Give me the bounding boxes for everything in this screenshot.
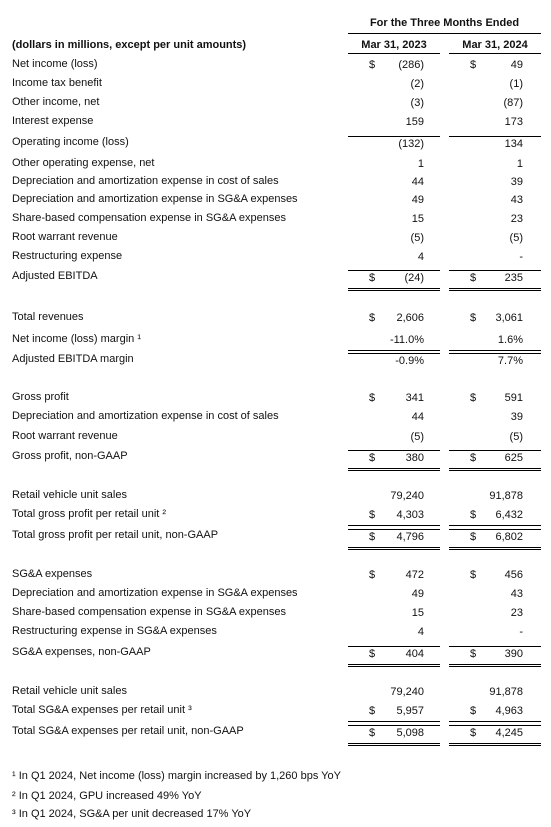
cell-value: 390 xyxy=(504,648,523,660)
currency-symbol: $ xyxy=(369,705,376,717)
cell-2024 xyxy=(449,250,541,267)
currency-symbol: $ xyxy=(369,392,376,404)
table-row xyxy=(0,489,551,507)
table-row xyxy=(0,77,551,95)
table-row xyxy=(0,606,551,624)
cell-2024 xyxy=(449,136,541,154)
cell-2023 xyxy=(348,231,440,248)
cell-2024 xyxy=(449,391,541,408)
cell-2023 xyxy=(348,250,440,267)
cell-2023 xyxy=(348,587,440,604)
row-label: Depreciation and amortization expense in cost of sales xyxy=(12,410,279,422)
row-label: Restructuring expense xyxy=(12,250,123,262)
cell-value: - xyxy=(519,251,523,263)
row-label: Adjusted EBITDA xyxy=(12,270,98,282)
column-header-2024: Mar 31, 2024 xyxy=(449,39,541,54)
cell-2023 xyxy=(348,568,440,585)
table-row xyxy=(0,96,551,114)
cell-value: (24) xyxy=(404,272,424,284)
cell-2024 xyxy=(449,606,541,623)
row-label: Income tax benefit xyxy=(12,77,102,89)
cell-value: (132) xyxy=(398,138,424,150)
table-row xyxy=(0,568,551,586)
row-label: Retail vehicle unit sales xyxy=(12,685,127,697)
table-row xyxy=(0,58,551,76)
cell-value: (3) xyxy=(410,97,424,109)
cell-value: 49 xyxy=(411,588,424,600)
cell-value: 6,802 xyxy=(495,531,523,543)
cell-2024 xyxy=(449,529,541,550)
cell-2023 xyxy=(348,410,440,427)
table-row xyxy=(0,725,551,743)
table-row xyxy=(0,311,551,329)
currency-symbol: $ xyxy=(470,452,477,464)
cell-value: 3,061 xyxy=(495,312,523,324)
cell-2024 xyxy=(449,58,541,75)
cell-2023 xyxy=(348,625,440,642)
table-row xyxy=(0,250,551,268)
currency-symbol: $ xyxy=(470,705,477,717)
cell-value: 4,963 xyxy=(495,705,523,717)
cell-2024 xyxy=(449,270,541,291)
table-row xyxy=(0,333,551,351)
cell-value: 49 xyxy=(510,59,523,71)
cell-2024 xyxy=(449,450,541,471)
row-label: Gross profit xyxy=(12,391,69,403)
cell-2023 xyxy=(348,430,440,447)
currency-symbol: $ xyxy=(470,59,477,71)
cell-value: 43 xyxy=(510,588,523,600)
row-label: Interest expense xyxy=(12,115,94,127)
table-row xyxy=(0,587,551,605)
row-label: Total SG&A expenses per retail unit, non-GAAP xyxy=(12,725,244,737)
cell-value: -11.0% xyxy=(389,334,424,346)
cell-2024 xyxy=(449,430,541,447)
row-label: Total gross profit per retail unit, non-GAAP xyxy=(12,529,219,541)
cell-value: 15 xyxy=(411,607,424,619)
row-label: Share-based compensation expense in SG&A expenses xyxy=(12,606,286,618)
cell-2023 xyxy=(348,212,440,229)
cell-value: (2) xyxy=(410,78,424,90)
currency-symbol: $ xyxy=(369,531,376,543)
cell-value: 625 xyxy=(504,452,523,464)
cell-2024 xyxy=(449,231,541,248)
cell-2023 xyxy=(348,489,440,506)
cell-2024 xyxy=(449,77,541,94)
cell-value: 39 xyxy=(510,176,523,188)
cell-value: (87) xyxy=(503,97,523,109)
cell-2023 xyxy=(348,606,440,623)
table-row xyxy=(0,529,551,547)
cell-2024 xyxy=(449,508,541,526)
footnote: ³ In Q1 2024, SG&A per unit decreased 17% YoY xyxy=(12,808,252,820)
cell-value: 6,432 xyxy=(495,509,523,521)
table-row xyxy=(0,508,551,526)
cell-value: 44 xyxy=(411,411,424,423)
table-row xyxy=(0,157,551,175)
table-row xyxy=(0,646,551,664)
table-row xyxy=(0,175,551,193)
cell-2023 xyxy=(348,646,440,667)
cell-2023 xyxy=(348,115,440,132)
currency-symbol: $ xyxy=(470,569,477,581)
cell-2024 xyxy=(449,725,541,746)
cell-value: 2,606 xyxy=(396,312,424,324)
table-row xyxy=(0,704,551,722)
row-label: Total gross profit per retail unit ² xyxy=(12,508,167,520)
cell-2023 xyxy=(348,450,440,471)
cell-2023 xyxy=(348,77,440,94)
row-label: Adjusted EBITDA margin xyxy=(12,353,134,365)
cell-value: 235 xyxy=(504,272,523,284)
cell-value: 1.6% xyxy=(497,334,523,346)
table-row xyxy=(0,430,551,448)
cell-value: 456 xyxy=(504,569,523,581)
cell-value: (1) xyxy=(509,78,523,90)
cell-2023 xyxy=(348,685,440,702)
cell-2024 xyxy=(449,96,541,113)
cell-value: 472 xyxy=(405,569,424,581)
table-row xyxy=(0,685,551,703)
cell-2024 xyxy=(449,115,541,132)
cell-value: 4,245 xyxy=(495,727,523,739)
cell-value: 79,240 xyxy=(390,686,424,698)
table-row xyxy=(0,193,551,211)
cell-value: 380 xyxy=(405,452,424,464)
cell-value: (5) xyxy=(509,232,523,244)
table-row xyxy=(0,625,551,643)
cell-2023 xyxy=(348,136,440,154)
table-row xyxy=(0,353,551,371)
currency-symbol: $ xyxy=(369,727,376,739)
currency-symbol: $ xyxy=(369,312,376,324)
cell-2024 xyxy=(449,685,541,702)
currency-symbol: $ xyxy=(470,312,477,324)
currency-symbol: $ xyxy=(369,272,376,284)
row-label: SG&A expenses, non-GAAP xyxy=(12,646,151,658)
currency-symbol: $ xyxy=(470,392,477,404)
cell-2024 xyxy=(449,410,541,427)
units-label: (dollars in millions, except per unit amounts) xyxy=(12,39,247,51)
row-label: Net income (loss) xyxy=(12,58,98,70)
cell-value: 49 xyxy=(411,194,424,206)
cell-value: 44 xyxy=(411,176,424,188)
cell-2024 xyxy=(449,625,541,642)
cell-2024 xyxy=(449,193,541,210)
cell-value: 91,878 xyxy=(489,490,523,502)
table-row xyxy=(0,410,551,428)
table-row xyxy=(0,115,551,133)
table-row xyxy=(0,231,551,249)
cell-value: 79,240 xyxy=(390,490,424,502)
cell-2023 xyxy=(348,508,440,526)
cell-value: 404 xyxy=(405,648,424,660)
cell-value: 23 xyxy=(510,213,523,225)
row-label: Total revenues xyxy=(12,311,84,323)
row-label: Depreciation and amortization expense in SG&A expenses xyxy=(12,193,298,205)
row-label: Share-based compensation expense in SG&A expenses xyxy=(12,212,286,224)
currency-symbol: $ xyxy=(369,452,376,464)
cell-2023 xyxy=(348,193,440,210)
cell-2023 xyxy=(348,333,440,351)
cell-value: 4 xyxy=(417,251,424,263)
row-label: Other income, net xyxy=(12,96,100,108)
row-label: Depreciation and amortization expense in SG&A expenses xyxy=(12,587,298,599)
row-label: Root warrant revenue xyxy=(12,430,118,442)
cell-value: (5) xyxy=(509,431,523,443)
cell-value: 159 xyxy=(405,116,424,128)
cell-value: (5) xyxy=(410,431,424,443)
currency-symbol: $ xyxy=(369,648,376,660)
cell-2024 xyxy=(449,587,541,604)
currency-symbol: $ xyxy=(470,272,477,284)
row-label: Root warrant revenue xyxy=(12,231,118,243)
row-label: Net income (loss) margin ¹ xyxy=(12,333,141,345)
period-header: For the Three Months Ended xyxy=(348,17,541,34)
cell-value: 39 xyxy=(510,411,523,423)
row-label: Retail vehicle unit sales xyxy=(12,489,127,501)
cell-2023 xyxy=(348,311,440,328)
currency-symbol: $ xyxy=(470,648,477,660)
cell-2023 xyxy=(348,391,440,408)
cell-value: 5,098 xyxy=(396,727,424,739)
row-label: Total SG&A expenses per retail unit ³ xyxy=(12,704,192,716)
cell-2024 xyxy=(449,489,541,506)
cell-value: 5,957 xyxy=(396,705,424,717)
currency-symbol: $ xyxy=(470,531,477,543)
table-row xyxy=(0,136,551,154)
cell-2024 xyxy=(449,333,541,351)
cell-value: 23 xyxy=(510,607,523,619)
cell-value: 134 xyxy=(504,138,523,150)
cell-2024 xyxy=(449,353,541,371)
cell-value: -0.9% xyxy=(395,355,424,367)
table-row xyxy=(0,270,551,288)
cell-value: 591 xyxy=(504,392,523,404)
cell-value: 15 xyxy=(411,213,424,225)
cell-2023 xyxy=(348,157,440,174)
cell-2024 xyxy=(449,568,541,585)
cell-2024 xyxy=(449,704,541,722)
cell-2024 xyxy=(449,175,541,192)
cell-2024 xyxy=(449,212,541,229)
cell-2023 xyxy=(348,96,440,113)
cell-2024 xyxy=(449,646,541,667)
cell-value: 4,796 xyxy=(396,531,424,543)
row-label: Other operating expense, net xyxy=(12,157,155,169)
cell-value: 1 xyxy=(417,158,424,170)
currency-symbol: $ xyxy=(369,509,376,521)
row-label: Operating income (loss) xyxy=(12,136,129,148)
cell-2023 xyxy=(348,704,440,722)
cell-2023 xyxy=(348,270,440,291)
cell-value: 4 xyxy=(417,626,424,638)
cell-2023 xyxy=(348,175,440,192)
row-label: Restructuring expense in SG&A expenses xyxy=(12,625,217,637)
cell-value: 43 xyxy=(510,194,523,206)
cell-value: 1 xyxy=(516,158,523,170)
table-row xyxy=(0,391,551,409)
currency-symbol: $ xyxy=(470,727,477,739)
currency-symbol: $ xyxy=(470,509,477,521)
footnote: ¹ In Q1 2024, Net income (loss) margin increased by 1,260 bps YoY xyxy=(12,770,341,782)
cell-value: (286) xyxy=(398,59,424,71)
cell-value: 4,303 xyxy=(396,509,424,521)
row-label: SG&A expenses xyxy=(12,568,93,580)
currency-symbol: $ xyxy=(369,569,376,581)
cell-2023 xyxy=(348,353,440,371)
row-label: Depreciation and amortization expense in cost of sales xyxy=(12,175,279,187)
cell-value: - xyxy=(519,626,523,638)
cell-value: 341 xyxy=(405,392,424,404)
currency-symbol: $ xyxy=(369,59,376,71)
cell-value: 7.7% xyxy=(497,355,523,367)
cell-2024 xyxy=(449,157,541,174)
cell-2023 xyxy=(348,58,440,75)
table-row xyxy=(0,450,551,468)
column-header-2023: Mar 31, 2023 xyxy=(348,39,440,54)
cell-2023 xyxy=(348,529,440,550)
cell-value: (5) xyxy=(410,232,424,244)
footnote: ² In Q1 2024, GPU increased 49% YoY xyxy=(12,790,202,802)
cell-2023 xyxy=(348,725,440,746)
cell-2024 xyxy=(449,311,541,328)
cell-value: 91,878 xyxy=(489,686,523,698)
row-label: Gross profit, non-GAAP xyxy=(12,450,128,462)
cell-value: 173 xyxy=(504,116,523,128)
table-row xyxy=(0,212,551,230)
